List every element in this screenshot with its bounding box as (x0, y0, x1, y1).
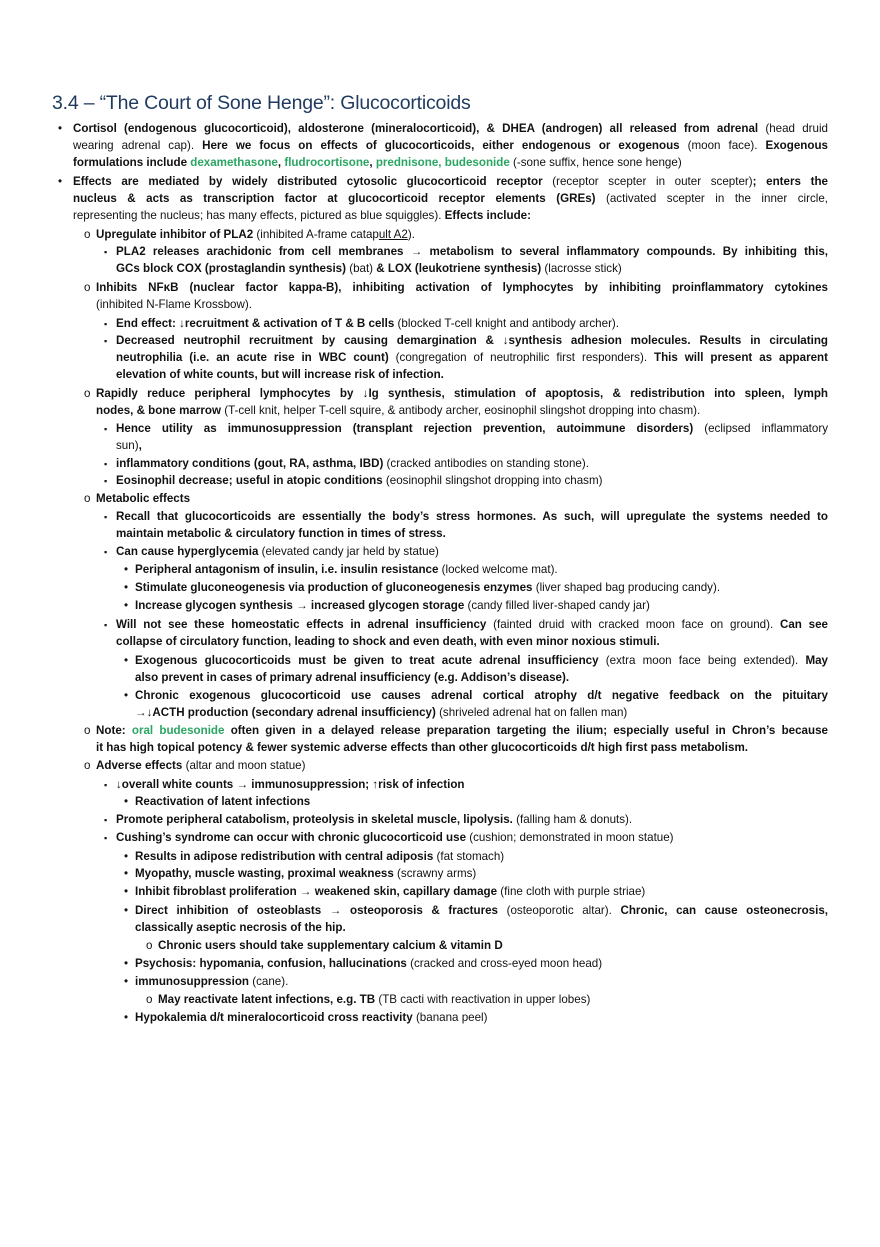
bullet-marker: • (124, 795, 129, 808)
bullet-marker: ▪ (104, 247, 108, 257)
text-line: PLA2 releases arachidonic from cell membranes → metabolism to several inflammatory compounds. By inhibiting this, (116, 245, 828, 258)
text-line: Myopathy, muscle wasting, proximal weakness (scrawny arms) (135, 867, 477, 880)
text-line: End effect: ↓recruitment & activation of T & B cells (blocked T-cell knight and antibody archer). (116, 317, 620, 330)
text-line: Effects are mediated by widely distributed cytosolic glucocorticoid receptor (receptor scepter in outer scepter); enters the (73, 175, 829, 188)
bullet-marker: ▪ (104, 547, 108, 557)
text-line: collapse of circulatory function, leading to shock and even death, with even minor noxious stimuli. (116, 635, 660, 648)
text-line: neutrophilia (i.e. an acute rise in WBC count) (congregation of neutrophilic first responders). This will present as apparent (116, 351, 828, 364)
text-line: Promote peripheral catabolism, proteolysis in skeletal muscle, lipolysis. (falling ham & donuts). (116, 813, 633, 826)
text-line: Exogenous glucocorticoids must be given to treat acute adrenal insufficiency (extra moon face being extended). May (135, 654, 828, 667)
text-line: elevation of white counts, but will increase risk of infection. (116, 368, 444, 381)
bullet-marker: o (84, 281, 91, 294)
bullet-marker: ▪ (104, 424, 108, 434)
bullet-marker: ▪ (104, 459, 108, 469)
bullet-marker: o (84, 492, 91, 505)
text-line: Will not see these homeostatic effects in adrenal insufficiency (fainted druid with cracked moon face on ground). Can see (116, 618, 828, 631)
bullet-marker: • (124, 563, 129, 576)
text-line: Can cause hyperglycemia (elevated candy jar held by statue) (116, 545, 439, 558)
text-line: sun), (116, 439, 142, 452)
bullet-marker: • (124, 599, 129, 612)
text-line: Rapidly reduce peripheral lymphocytes by ↓Ig synthesis, stimulation of apoptosis, & redistribution into spleen, lymph (96, 387, 828, 400)
text-line: Peripheral antagonism of insulin, i.e. insulin resistance (locked welcome mat). (135, 563, 558, 576)
bullet-marker: • (124, 654, 129, 667)
bullet-marker: ▪ (104, 780, 108, 790)
text-line: Results in adipose redistribution with central adiposis (fat stomach) (135, 850, 505, 863)
text-line: Upregulate inhibitor of PLA2 (inhibited A-frame catapult A2). (96, 228, 415, 241)
text-line: Stimulate gluconeogenesis via production of gluconeogenesis enzymes (liver shaped bag producing candy). (135, 581, 721, 594)
text-line: Increase glycogen synthesis → increased glycogen storage (candy filled liver-shaped candy jar) (135, 599, 650, 612)
text-line: Reactivation of latent infections (135, 795, 311, 808)
bullet-marker: • (124, 885, 129, 898)
text-line: Cushing’s syndrome can occur with chronic glucocorticoid use (cushion; demonstrated in moon statue) (116, 831, 674, 844)
text-line: it has high topical potency & fewer systemic adverse effects than other glucocorticoids d/t high first pass metabolism. (96, 741, 748, 754)
bullet-marker: • (58, 122, 63, 135)
bullet-marker: • (124, 689, 129, 702)
bullet-marker: • (58, 175, 63, 188)
bullet-marker: ▪ (104, 815, 108, 825)
text-line: Eosinophil decrease; useful in atopic conditions (eosinophil slingshot dropping into chasm) (116, 474, 603, 487)
bullet-marker: • (124, 904, 129, 917)
text-line: nodes, & bone marrow (T-cell knit, helper T-cell squire, & antibody archer, eosinophil slingshot dropping into chasm). (96, 404, 701, 417)
text-line: Decreased neutrophil recruitment by causing demargination & ↓synthesis adhesion molecules. Results in circulating (116, 334, 828, 347)
bullet-marker: ▪ (104, 319, 108, 329)
bullet-marker: ▪ (104, 620, 108, 630)
bullet-marker: ▪ (104, 336, 108, 346)
bullet-marker: o (84, 387, 91, 400)
text-line: Hence utility as immunosuppression (transplant rejection prevention, autoimmune disorders) (eclipsed inflammatory (116, 422, 828, 435)
text-line: Chronic users should take supplementary calcium & vitamin D (158, 939, 503, 952)
bullet-marker: • (124, 850, 129, 863)
bullet-marker: • (124, 1011, 129, 1024)
bullet-marker: o (84, 759, 91, 772)
bullet-marker: o (146, 939, 153, 952)
text-line: immunosuppression (cane). (135, 975, 289, 988)
text-line: ↓overall white counts → immunosuppression; ↑risk of infection (116, 778, 465, 791)
bullet-marker: ▪ (104, 476, 108, 486)
text-line: Hypokalemia d/t mineralocorticoid cross reactivity (banana peel) (135, 1011, 488, 1024)
text-line: Adverse effects (altar and moon statue) (96, 759, 306, 772)
text-line: Metabolic effects (96, 492, 191, 505)
text-line: →↓ACTH production (secondary adrenal insufficiency) (shriveled adrenal hat on fallen man) (135, 706, 628, 719)
bullet-marker: • (124, 975, 129, 988)
text-line: Recall that glucocorticoids are essentially the body’s stress hormones. As such, will upregulate the systems needed to (116, 510, 828, 523)
bullet-marker: ▪ (104, 512, 108, 522)
text-line: Inhibits NFκB (nuclear factor kappa-B), inhibiting activation of lymphocytes by inhibiting proinflammatory cytokines (96, 281, 828, 294)
text-line: wearing adrenal cap). Here we focus on effects of glucocorticoids, either endogenous or exogenous (moon face). Exogenous (73, 139, 828, 152)
text-line: classically aseptic necrosis of the hip. (135, 921, 346, 934)
text-line: Cortisol (endogenous glucocorticoid), aldosterone (mineralocorticoid), & DHEA (androgen) all released from adrenal (head druid (73, 122, 828, 135)
bullet-marker: • (124, 581, 129, 594)
text-line: also prevent in cases of primary adrenal insufficiency (e.g. Addison’s disease). (135, 671, 570, 684)
bullet-marker: • (124, 867, 129, 880)
text-line: Chronic exogenous glucocorticoid use causes adrenal cortical atrophy d/t negative feedback on the pituitary (135, 689, 828, 702)
text-line: GCs block COX (prostaglandin synthesis) (bat) & LOX (leukotriene synthesis) (lacrosse stick) (116, 262, 622, 275)
text-line: inflammatory conditions (gout, RA, asthma, IBD) (cracked antibodies on standing stone). (116, 457, 589, 470)
bullet-marker: • (124, 957, 129, 970)
text-line: Direct inhibition of osteoblasts → osteoporosis & fractures (osteoporotic altar). Chronic, can cause osteonecrosis, (135, 904, 828, 917)
text-line: maintain metabolic & circulatory function in times of stress. (116, 527, 446, 540)
text-line: Inhibit fibroblast proliferation → weakened skin, capillary damage (fine cloth with purple striae) (135, 885, 646, 898)
bullet-marker: o (84, 724, 91, 737)
text-line: (inhibited N-Flame Krossbow). (96, 298, 252, 311)
text-line: Note: oral budesonide often given in a delayed release preparation targeting the ilium; especially useful in Chron’s because (96, 724, 828, 737)
text-line: formulations include dexamethasone, fludrocortisone, prednisone, budesonide (-sone suffix, hence sone henge) (73, 156, 682, 169)
text-line: Psychosis: hypomania, confusion, hallucinations (cracked and cross-eyed moon head) (135, 957, 603, 970)
bullet-marker: ▪ (104, 833, 108, 843)
text-line: representing the nucleus; has many effects, pictured as blue squiggles). Effects include: (73, 209, 531, 222)
page-title: 3.4 – “The Court of Sone Henge”: Glucocorticoids (52, 92, 471, 114)
bullet-marker: o (84, 228, 91, 241)
text-line: nucleus & acts as transcription factor at glucocorticoid receptor elements (GREs) (activated scepter in the inner circle, (73, 192, 828, 205)
text-line: May reactivate latent infections, e.g. TB (TB cacti with reactivation in upper lobes) (158, 993, 591, 1006)
bullet-marker: o (146, 993, 153, 1006)
